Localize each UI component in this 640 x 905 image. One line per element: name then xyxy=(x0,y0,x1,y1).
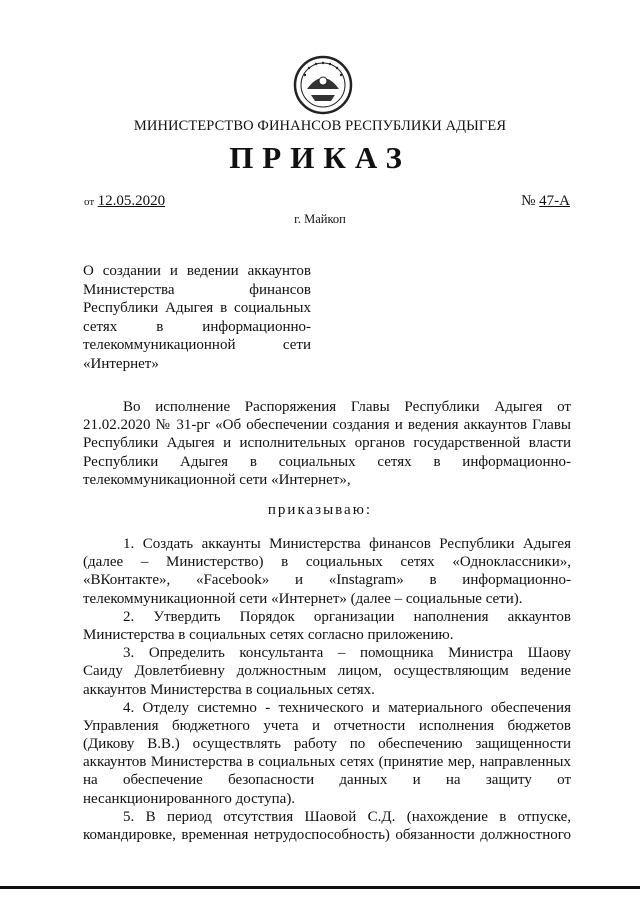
item-line: «ВКонтакте», «Facebook» и «Instagram» в информационно- xyxy=(83,572,571,589)
item-line: телекоммуникационной сети «Интернет» (далее – социальные сети). xyxy=(83,590,523,607)
item-line: аккаунтов Министерства в социальных сетях (принятие мер, направленных xyxy=(83,754,571,771)
paragraph-line: Республики Адыгея в социальных сетях в информационно- xyxy=(83,453,571,470)
paragraph-line: Республики Адыгея и исполнительных органов государственной власти xyxy=(83,435,571,452)
item-line: командировке, временная нетрудоспособность) обязанности должностного xyxy=(83,827,571,843)
paragraph-line: Во исполнение Распоряжения Главы Республики Адыгея от xyxy=(123,399,571,415)
paragraph-line: 21.02.2020 № 31-рг «Об обеспечении создания и ведения аккаунтов Главы xyxy=(83,417,571,434)
subject-line: Республики Адыгея в социальных xyxy=(83,300,311,316)
item-line: (Дикову В.В.) осуществлять работу по обеспечению защищенности xyxy=(83,736,571,753)
order-number xyxy=(521,193,570,210)
subject-line: Министерства финансов xyxy=(83,281,311,298)
subject-line: «Интернет» xyxy=(83,355,159,372)
item-line: 4. Отделу системно - технического и материального обеспечения xyxy=(123,699,571,716)
order-items xyxy=(83,535,571,844)
item-line: на обеспечение безопасности данных и на защиту от xyxy=(83,772,571,789)
subject-line: сетях в информационно- xyxy=(83,318,311,335)
item-line: Управления бюджетного учета и отчетности исполнения бюджетов xyxy=(83,717,571,734)
city: г. Майкоп xyxy=(294,212,346,226)
subject-line: О создании и ведении аккаунтов xyxy=(83,263,311,279)
item-line: Министерства в социальных сетях согласно приложению. xyxy=(83,626,454,643)
date-prefix: от xyxy=(84,196,95,208)
item-line: 5. В период отсутствия Шаовой С.Д. (нахождение в отпуске, xyxy=(123,808,571,825)
item-line: (далее – Министерство) в социальных сетях «Одноклассники», xyxy=(83,554,571,571)
item-line: 1. Создать аккаунты Министерства финансов Республики Адыгея xyxy=(123,536,571,552)
number-value: 47-А xyxy=(539,193,570,209)
document-title: ПРИКАЗ xyxy=(229,140,411,175)
intro-paragraph xyxy=(83,398,571,489)
number-prefix: № xyxy=(521,193,536,209)
paragraph-line: телекоммуникационной сети «Интернет», xyxy=(83,471,351,488)
order-date xyxy=(84,193,165,210)
ministry-name: МИНИСТЕРСТВО ФИНАНСОВ РЕСПУБЛИКИ АДЫГЕЯ xyxy=(133,118,507,134)
coat-of-arms-emblem xyxy=(293,55,353,115)
item-line: Саиду Довлетбиевну должностным лицом, осуществляющим ведение xyxy=(83,663,571,680)
item-line: 2. Утвердить Порядок организации наполнения аккаунтов xyxy=(123,608,571,625)
subject-block xyxy=(83,262,311,373)
item-line: несанкционированного доступа). xyxy=(83,790,296,807)
page-bottom-edge xyxy=(0,886,640,889)
item-line: 3. Определить консультанта – помощника Министра Шаову xyxy=(123,645,571,662)
subject-line: телекоммуникационной сети xyxy=(83,337,311,353)
date-value: 12.05.2020 xyxy=(97,193,166,209)
order-word: приказываю: xyxy=(267,502,373,518)
item-line: аккаунтов Министерства в социальных сетях. xyxy=(83,681,375,698)
